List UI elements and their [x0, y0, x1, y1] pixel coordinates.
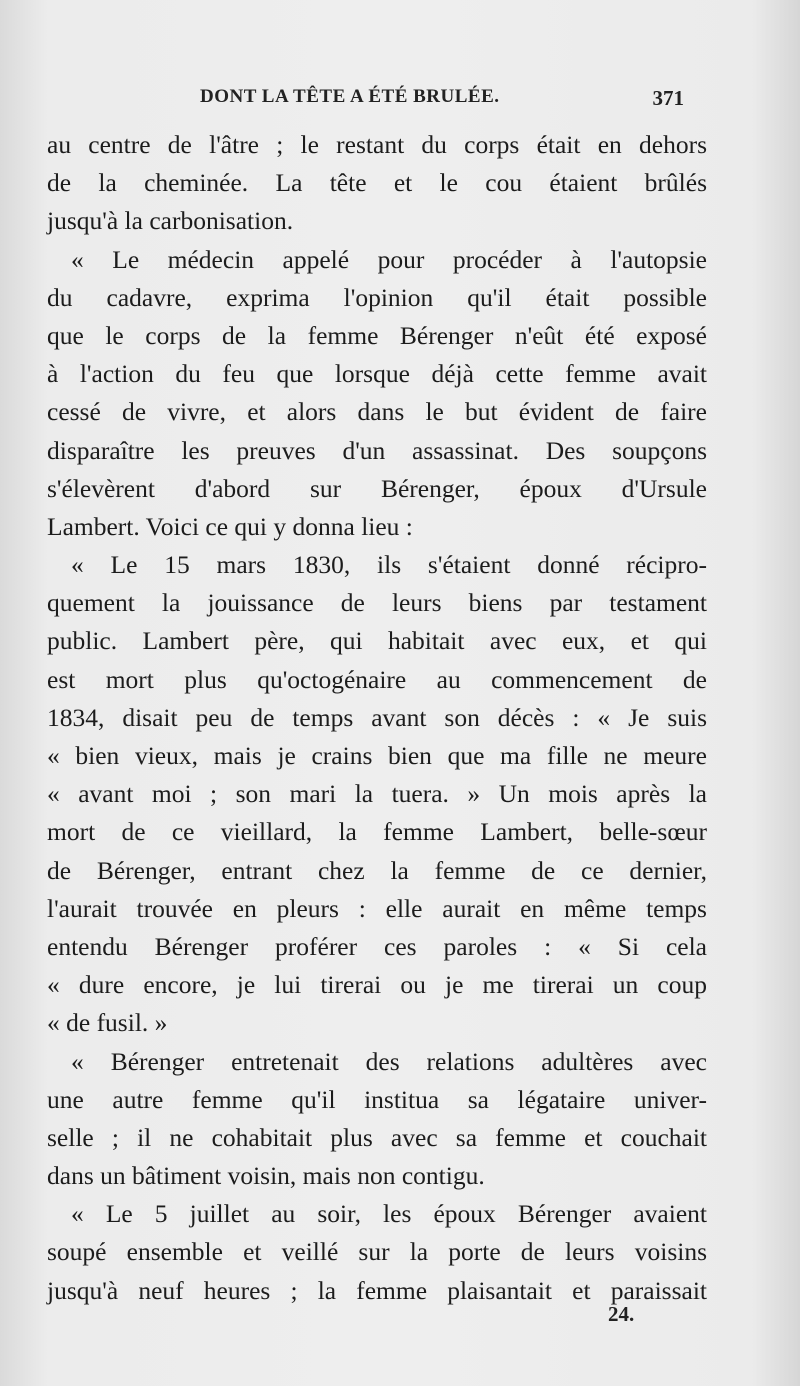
text-line: cessé de vivre, et alors dans le but évident de faire [47, 397, 707, 427]
text-line: une autre femme qu'il institua sa légataire univer- [47, 1084, 707, 1114]
text-line: de la cheminée. La tête et le cou étaient brûlés [47, 168, 707, 198]
text-line: au centre de l'âtre ; le restant du corps était en dehors [47, 130, 707, 159]
text-line: mort de ce vieillard, la femme Lambert, belle-sœur [47, 817, 707, 847]
text-line: public. Lambert père, qui habitait avec eux, et qui [47, 626, 707, 656]
text-line: jusqu'à la carbonisation. [47, 206, 294, 236]
text-line: disparaître les preuves d'un assassinat. Des soupçons [47, 435, 707, 465]
text-line: « dure encore, je lui tirerai ou je me tirerai un coup [47, 970, 707, 1000]
running-title: DONT LA TÊTE A ÉTÉ BRULÉE. [200, 86, 500, 107]
text-line: Lambert. Voici ce qui y donna lieu : [47, 511, 413, 541]
text-line: que le corps de la femme Bérenger n'eût été exposé [47, 320, 707, 350]
text-line: « Le 5 juillet au soir, les époux Bérenger avaient [71, 1199, 707, 1229]
text-line: 1834, disait peu de temps avant son décès : « Je suis [47, 702, 707, 732]
text-line: s'élevèrent d'abord sur Bérenger, époux d'Ursule [47, 473, 707, 503]
signature-mark: 24. [608, 1302, 635, 1326]
text-line: de Bérenger, entrant chez la femme de ce dernier, [47, 855, 707, 885]
text-line: à l'action du feu que lorsque déjà cette femme avait [47, 359, 707, 389]
page-number: 371 [652, 86, 684, 110]
body-text [47, 126, 707, 1310]
text-line: « de fusil. » [47, 1008, 168, 1038]
text-line: « bien vieux, mais je crains bien que ma fille ne meure [47, 741, 707, 770]
text-line: soupé ensemble et veillé sur la porte de leurs voisins [47, 1237, 707, 1267]
text-line: dans un bâtiment voisin, mais non contigu. [47, 1161, 485, 1191]
text-line: jusqu'à neuf heures ; la femme plaisantait et paraissait [47, 1275, 707, 1305]
text-line: selle ; il ne cohabitait plus avec sa femme et couchait [47, 1122, 707, 1152]
text-line: « Le 15 mars 1830, ils s'étaient donné récipro- [71, 550, 707, 580]
text-line: entendu Bérenger proférer ces paroles : « Si cela [47, 931, 707, 961]
text-line: « avant moi ; son mari la tuera. » Un mois après la [47, 779, 707, 809]
text-line: est mort plus qu'octogénaire au commencement de [47, 664, 707, 694]
text-line: « Bérenger entretenait des relations adultères avec [71, 1046, 707, 1076]
running-head [52, 86, 684, 116]
text-line: du cadavre, exprima l'opinion qu'il était possible [47, 282, 707, 312]
text-line: quement la jouissance de leurs biens par testament [47, 588, 707, 618]
text-line: l'aurait trouvée en pleurs : elle aurait en même temps [47, 893, 707, 923]
text-line: « Le médecin appelé pour procéder à l'autopsie [71, 244, 707, 274]
